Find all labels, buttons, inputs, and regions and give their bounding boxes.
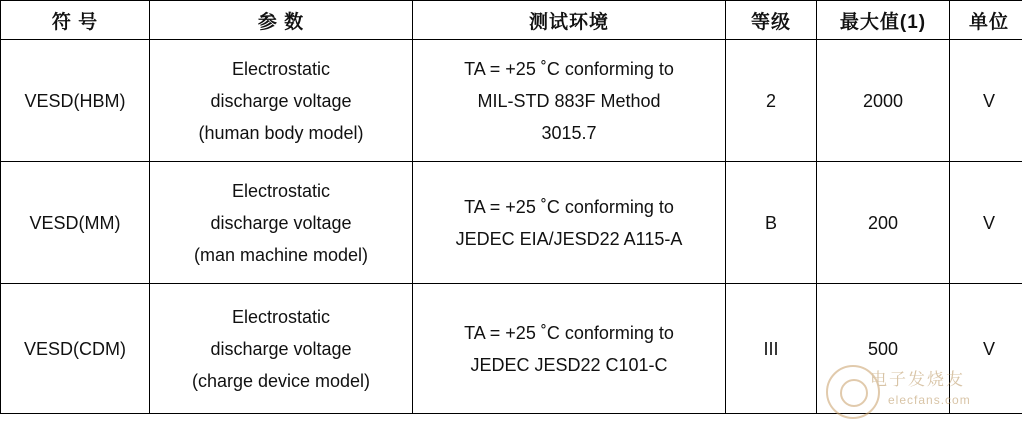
- cell-environment: [413, 162, 726, 284]
- parameter-lines: [150, 297, 412, 401]
- cell-environment: [413, 40, 726, 162]
- parameter-line: Electrostatic: [231, 180, 331, 201]
- cell-unit: V: [950, 40, 1022, 162]
- table-header: [1, 1, 1022, 40]
- cell-parameter: [150, 162, 413, 284]
- table-row: [1, 162, 1022, 284]
- environment-lines: [413, 187, 725, 259]
- parameter-line: discharge voltage: [210, 212, 352, 233]
- environment-line: TA = +25 ˚C conforming to: [464, 322, 674, 343]
- cell-max-value: 2000: [817, 40, 950, 162]
- watermark-top-text: 电子发烧友: [870, 370, 965, 389]
- cell-max-value: 500: [817, 284, 950, 414]
- parameter-line: (charge device model): [191, 370, 371, 391]
- environment-lines: [413, 313, 725, 385]
- environment-line: MIL-STD 883F Method: [477, 90, 661, 111]
- table-row: [1, 40, 1022, 162]
- environment-line: 3015.7: [541, 122, 597, 143]
- environment-line: TA = +25 ˚C conforming to: [464, 58, 674, 79]
- header-max-value: 最大值(1): [817, 1, 950, 40]
- cell-symbol: VESD(CDM): [1, 284, 150, 414]
- environment-lines: [413, 49, 725, 153]
- cell-max-value: 200: [817, 162, 950, 284]
- parameter-line: (human body model): [198, 122, 364, 143]
- environment-line: TA = +25 ˚C conforming to: [464, 196, 674, 217]
- cell-unit: V: [950, 162, 1022, 284]
- parameter-line: Electrostatic: [231, 58, 331, 79]
- parameter-lines: [150, 171, 412, 275]
- cell-parameter: [150, 284, 413, 414]
- cell-symbol: VESD(MM): [1, 162, 150, 284]
- cell-symbol: VESD(HBM): [1, 40, 150, 162]
- table-body: [1, 40, 1022, 414]
- cell-grade: B: [726, 162, 817, 284]
- cell-grade: III: [726, 284, 817, 414]
- header-row: [1, 1, 1022, 40]
- cell-grade: 2: [726, 40, 817, 162]
- cell-parameter: [150, 40, 413, 162]
- cell-environment: [413, 284, 726, 414]
- parameter-lines: [150, 49, 412, 153]
- parameter-line: Electrostatic: [231, 306, 331, 327]
- environment-line: JEDEC JESD22 C101-C: [470, 354, 668, 375]
- parameter-line: discharge voltage: [210, 90, 352, 111]
- parameter-line: discharge voltage: [210, 338, 352, 359]
- header-symbol: 符 号: [1, 1, 150, 40]
- header-unit: 单位: [950, 1, 1022, 40]
- table-row: [1, 284, 1022, 414]
- header-parameter: 参 数: [150, 1, 413, 40]
- header-environment: 测试环境: [413, 1, 726, 40]
- parameter-line: (man machine model): [193, 244, 369, 265]
- watermark-bottom-text: elecfans.com: [888, 393, 971, 407]
- environment-line: JEDEC EIA/JESD22 A115-A: [455, 228, 683, 249]
- cell-unit: V: [950, 284, 1022, 414]
- header-grade: 等级: [726, 1, 817, 40]
